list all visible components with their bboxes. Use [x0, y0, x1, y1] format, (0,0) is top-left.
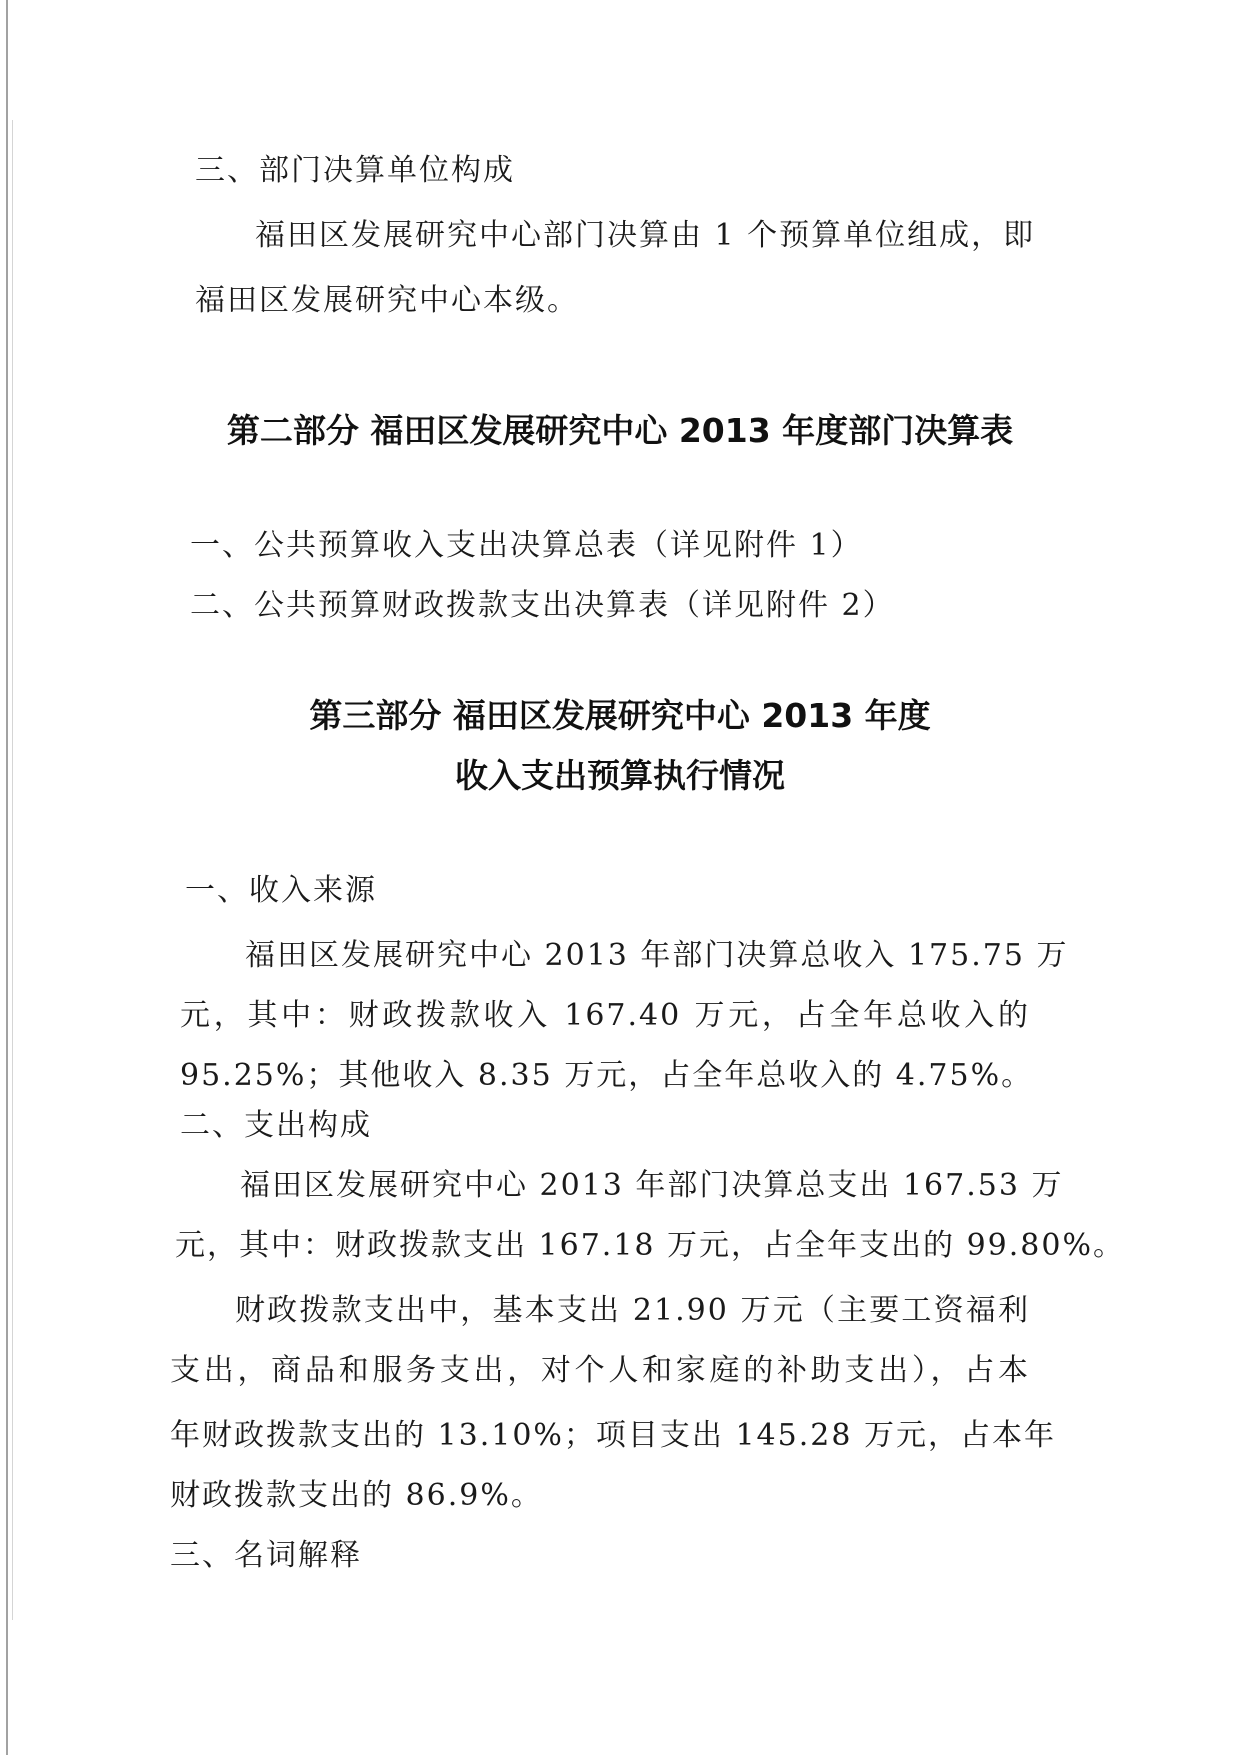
scan-edge-line-faint — [12, 120, 13, 1620]
part-two-title: 第二部分 福田区发展研究中心 2013 年度部门决算表 — [226, 411, 1014, 450]
terms-section-heading: 三、名词解释 — [170, 1538, 362, 1573]
expense-paragraph-2-line-3: 年财政拨款支出的 13.10%；项目支出 145.28 万元，占本年 — [170, 1418, 1056, 1453]
expense-paragraph-2-line-2: 支出，商品和服务支出，对个人和家庭的补助支出），占本 — [170, 1353, 1030, 1388]
section-heading-unit-composition: 三、部门决算单位构成 — [195, 153, 515, 188]
expense-section-heading: 二、支出构成 — [180, 1108, 372, 1143]
expense-paragraph-2-line-4: 财政拨款支出的 86.9%。 — [170, 1478, 543, 1513]
unit-composition-paragraph-line-1: 福田区发展研究中心部门决算由 1 个预算单位组成，即 — [255, 218, 1036, 253]
expense-paragraph-2-line-1: 财政拨款支出中，基本支出 21.90 万元（主要工资福利 — [235, 1293, 1030, 1328]
unit-composition-paragraph-line-2: 福田区发展研究中心本级。 — [195, 283, 579, 318]
scan-edge-line — [6, 0, 8, 1755]
income-paragraph-line-1: 福田区发展研究中心 2013 年部门决算总收入 175.75 万 — [245, 938, 1069, 973]
part-two-item-2: 二、公共预算财政拨款支出决算表（详见附件 2） — [190, 588, 895, 623]
expense-paragraph-line-1: 福田区发展研究中心 2013 年部门决算总支出 167.53 万 — [240, 1168, 1064, 1203]
income-paragraph-line-2: 元，其中：财政拨款收入 167.40 万元，占全年总收入的 — [180, 998, 1030, 1033]
part-three-title-line-1: 第三部分 福田区发展研究中心 2013 年度 — [309, 696, 931, 735]
income-section-heading: 一、收入来源 — [185, 873, 377, 908]
part-three-title-line-2: 收入支出预算执行情况 — [455, 756, 785, 795]
part-two-item-1: 一、公共预算收入支出决算总表（详见附件 1） — [190, 528, 863, 563]
income-paragraph-line-3: 95.25%；其他收入 8.35 万元，占全年总收入的 4.75%。 — [180, 1058, 1034, 1093]
expense-paragraph-line-2: 元，其中：财政拨款支出 167.18 万元，占全年支出的 99.80%。 — [175, 1228, 1125, 1263]
